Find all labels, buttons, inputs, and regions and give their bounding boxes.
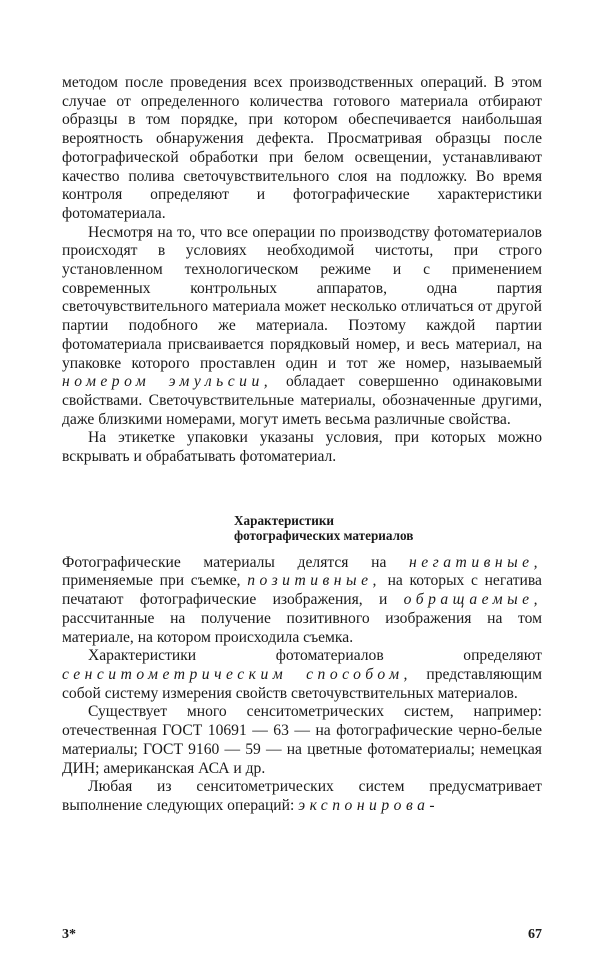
section-heading	[62, 513, 542, 544]
paragraph-5	[62, 647, 542, 703]
paragraph-1: методом после проведения всех производственных операций. В этом случае от определенного количества готового материала отбирают образцы в том порядке, при котором обеспечивается наибольшая вероятность обнаружения дефекта. Просматривая образцы после фотографической обработки при белом освещении, устанавливают качество полива светочувствительного слоя на подложку. Во время контроля определяют и фотографические характеристики фотоматериала.	[62, 74, 542, 222]
paragraph-7-part-a: Любая из сенситометрических систем предусматривает выполнение следующих операций:	[62, 778, 542, 814]
term-positive: позитивные,	[247, 572, 381, 590]
paragraph-2-emphasis: номером эмульсии,	[62, 373, 273, 391]
paragraph-5-part-b: представляющим собой систему измерения свойств светочувствительных материалов.	[62, 665, 542, 702]
term-negative: негативные,	[409, 553, 542, 571]
term-reversal: обращаемые,	[403, 591, 542, 609]
section-heading-line-2: фотографических материалов	[234, 528, 414, 544]
page-number: 67	[528, 927, 542, 942]
signature-mark: 3*	[62, 927, 76, 942]
paragraph-4-part-b: применяемые при съемке,	[62, 572, 248, 590]
page-body	[62, 74, 542, 816]
paragraph-7	[62, 778, 542, 815]
paragraph-3: На этикетке упаковки указаны условия, при которых можно вскрывать и обрабатывать фотоматериал.	[62, 429, 542, 466]
term-exposure: экспонирова-	[298, 796, 440, 814]
section-heading-line-1: Характеристики	[234, 512, 335, 528]
paragraph-4-part-d: рассчитанные на получение позитивного изображения на том материале, на котором происходила съемка.	[62, 609, 542, 646]
paragraph-6: Существует много сенситометрических систем, например: отечественная ГОСТ 10691 — 63 — на фотографические черно-белые материалы; ГОСТ 9160 — 59 — на цветные фотоматериалы; немецкая ДИН; американская АСА и др.	[62, 703, 542, 777]
term-sensitometric: сенситометрическим способом,	[62, 665, 412, 683]
paragraph-5-part-a: Характеристики фотоматериалов определяют	[88, 647, 542, 665]
paragraph-2	[62, 224, 542, 430]
paragraph-4	[62, 554, 542, 648]
paragraph-4-part-c: на которых с негатива печатают фотографические изображения, и	[62, 572, 542, 609]
paragraph-4-part-a: Фотографические материалы делятся на	[62, 553, 410, 571]
paragraph-2-part-2: обладает совершенно одинаковыми свойствами. Светочувствительные материалы, обозначенные другими, даже близкими номерами, могут иметь весьма различные свойства.	[62, 373, 542, 428]
paragraph-2-part-1: Несмотря на то, что все операции по производству фотоматериалов происходят в условиях необходимой чистоты, при строго установленном технологическом режиме и с применением современных контрольных аппаратов, одна партия светочувствительного материала может несколько отличаться от другой партии подобного же материала. Поэтому каждой партии фотоматериала присваивается порядковый номер, и весь материал, на упаковке которого проставлен один и тот же номер, называемый	[62, 223, 542, 372]
